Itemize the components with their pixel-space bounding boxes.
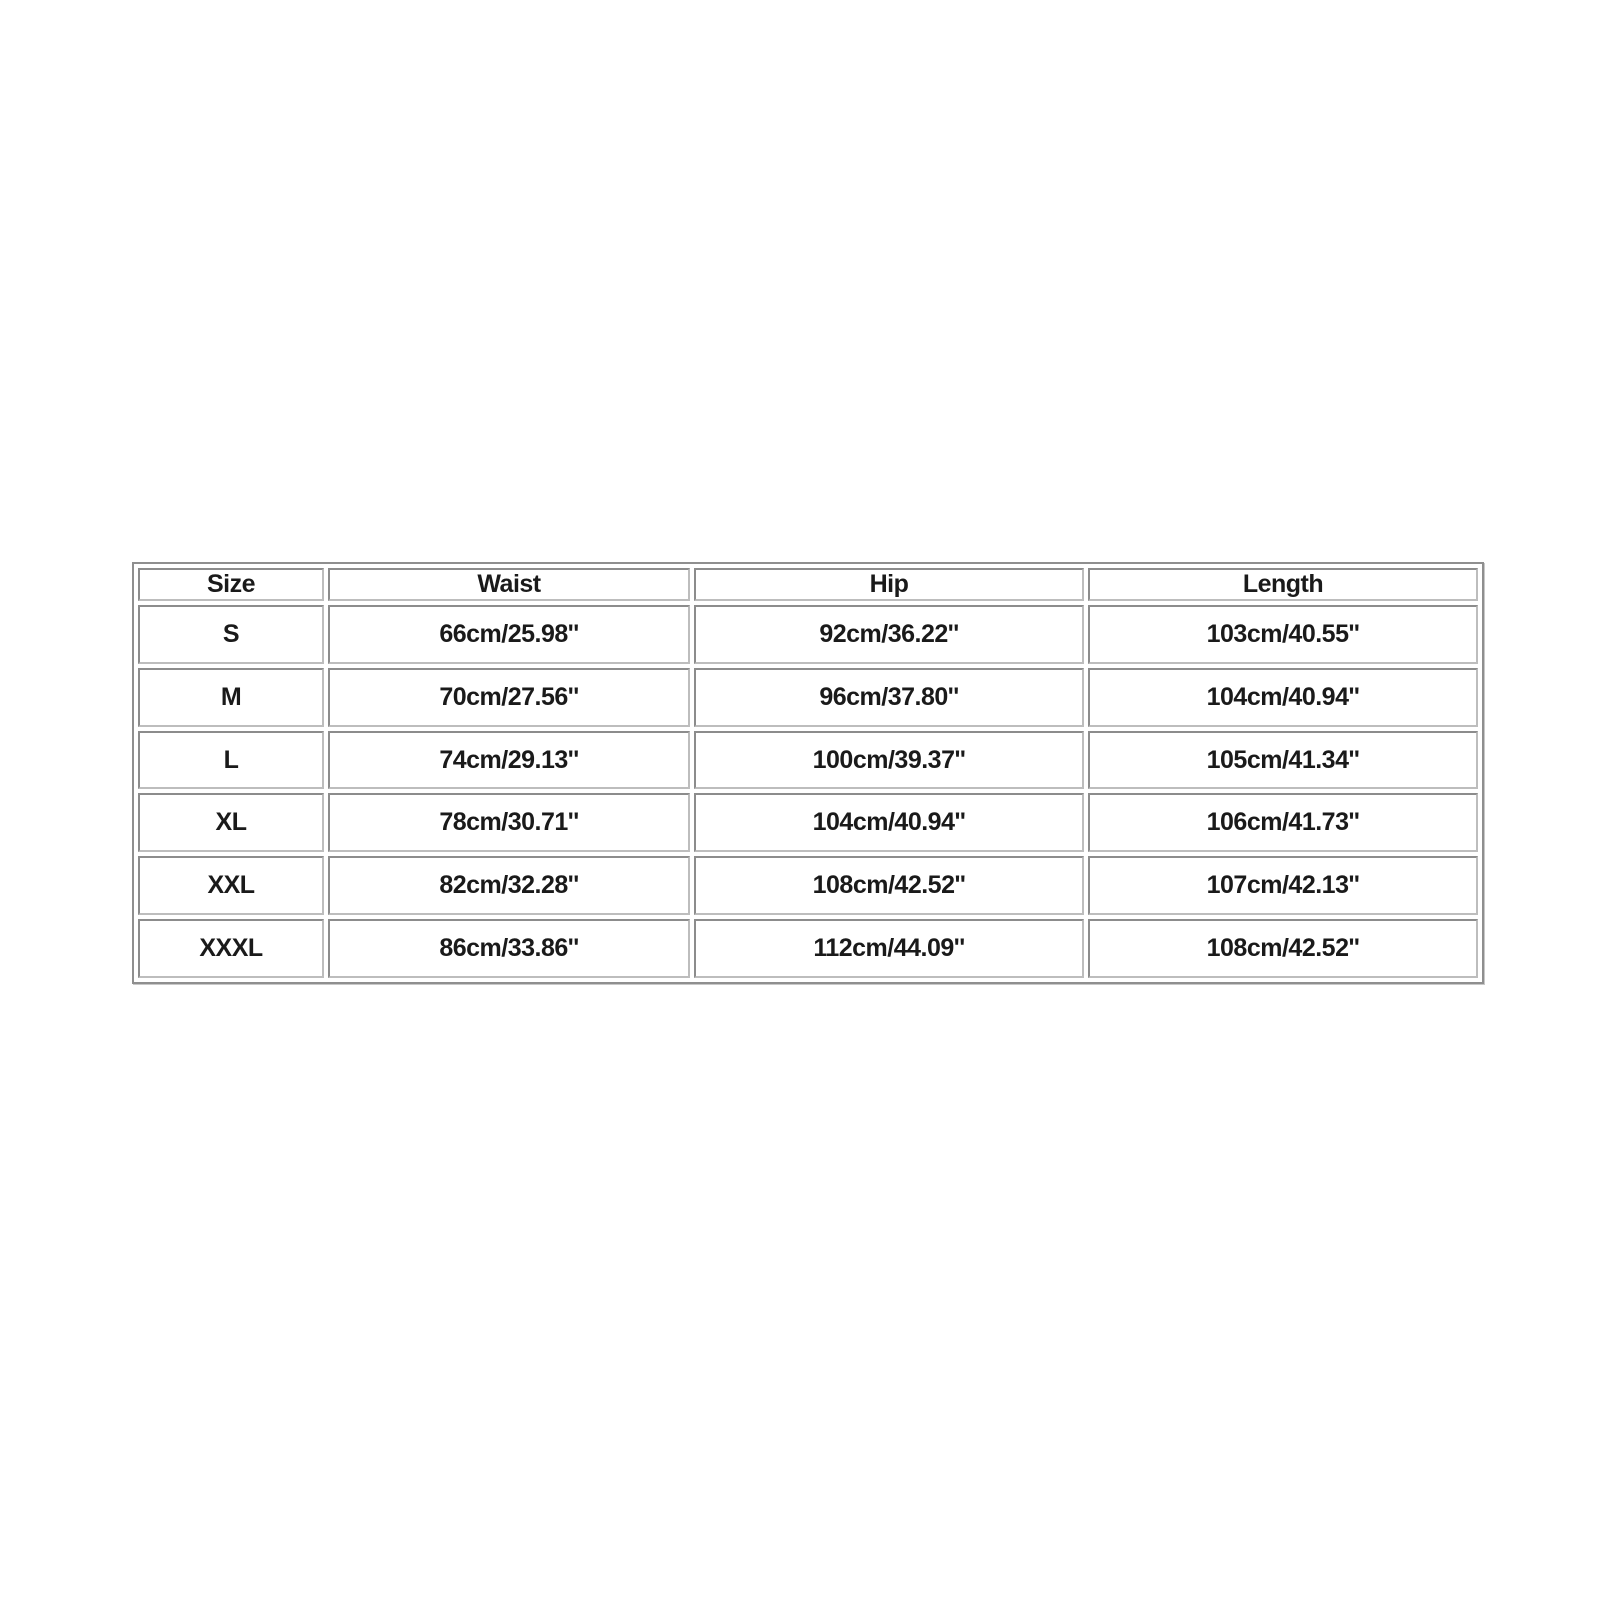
cell-length: 108cm/42.52'' bbox=[1088, 919, 1478, 978]
size-chart bbox=[132, 562, 1484, 984]
cell-hip: 100cm/39.37'' bbox=[694, 731, 1084, 790]
cell-size: L bbox=[138, 731, 324, 790]
cell-hip: 112cm/44.09'' bbox=[694, 919, 1084, 978]
cell-waist: 70cm/27.56'' bbox=[328, 668, 690, 727]
header-size: Size bbox=[138, 568, 324, 601]
cell-size: XL bbox=[138, 793, 324, 852]
table-row bbox=[138, 605, 1478, 664]
cell-length: 103cm/40.55'' bbox=[1088, 605, 1478, 664]
cell-hip: 92cm/36.22'' bbox=[694, 605, 1084, 664]
cell-length: 106cm/41.73'' bbox=[1088, 793, 1478, 852]
table-row bbox=[138, 793, 1478, 852]
cell-waist: 82cm/32.28'' bbox=[328, 856, 690, 915]
cell-waist: 78cm/30.71'' bbox=[328, 793, 690, 852]
cell-waist: 86cm/33.86'' bbox=[328, 919, 690, 978]
table-row bbox=[138, 731, 1478, 790]
table-row bbox=[138, 856, 1478, 915]
cell-hip: 108cm/42.52'' bbox=[694, 856, 1084, 915]
table-row bbox=[138, 668, 1478, 727]
cell-size: M bbox=[138, 668, 324, 727]
cell-size: XXXL bbox=[138, 919, 324, 978]
cell-waist: 66cm/25.98'' bbox=[328, 605, 690, 664]
cell-length: 107cm/42.13'' bbox=[1088, 856, 1478, 915]
table-row bbox=[138, 919, 1478, 978]
size-table bbox=[134, 564, 1482, 982]
cell-size: XXL bbox=[138, 856, 324, 915]
cell-length: 104cm/40.94'' bbox=[1088, 668, 1478, 727]
table-header-row bbox=[138, 568, 1478, 601]
header-length: Length bbox=[1088, 568, 1478, 601]
header-waist: Waist bbox=[328, 568, 690, 601]
cell-length: 105cm/41.34'' bbox=[1088, 731, 1478, 790]
cell-size: S bbox=[138, 605, 324, 664]
cell-hip: 104cm/40.94'' bbox=[694, 793, 1084, 852]
cell-hip: 96cm/37.80'' bbox=[694, 668, 1084, 727]
cell-waist: 74cm/29.13'' bbox=[328, 731, 690, 790]
header-hip: Hip bbox=[694, 568, 1084, 601]
